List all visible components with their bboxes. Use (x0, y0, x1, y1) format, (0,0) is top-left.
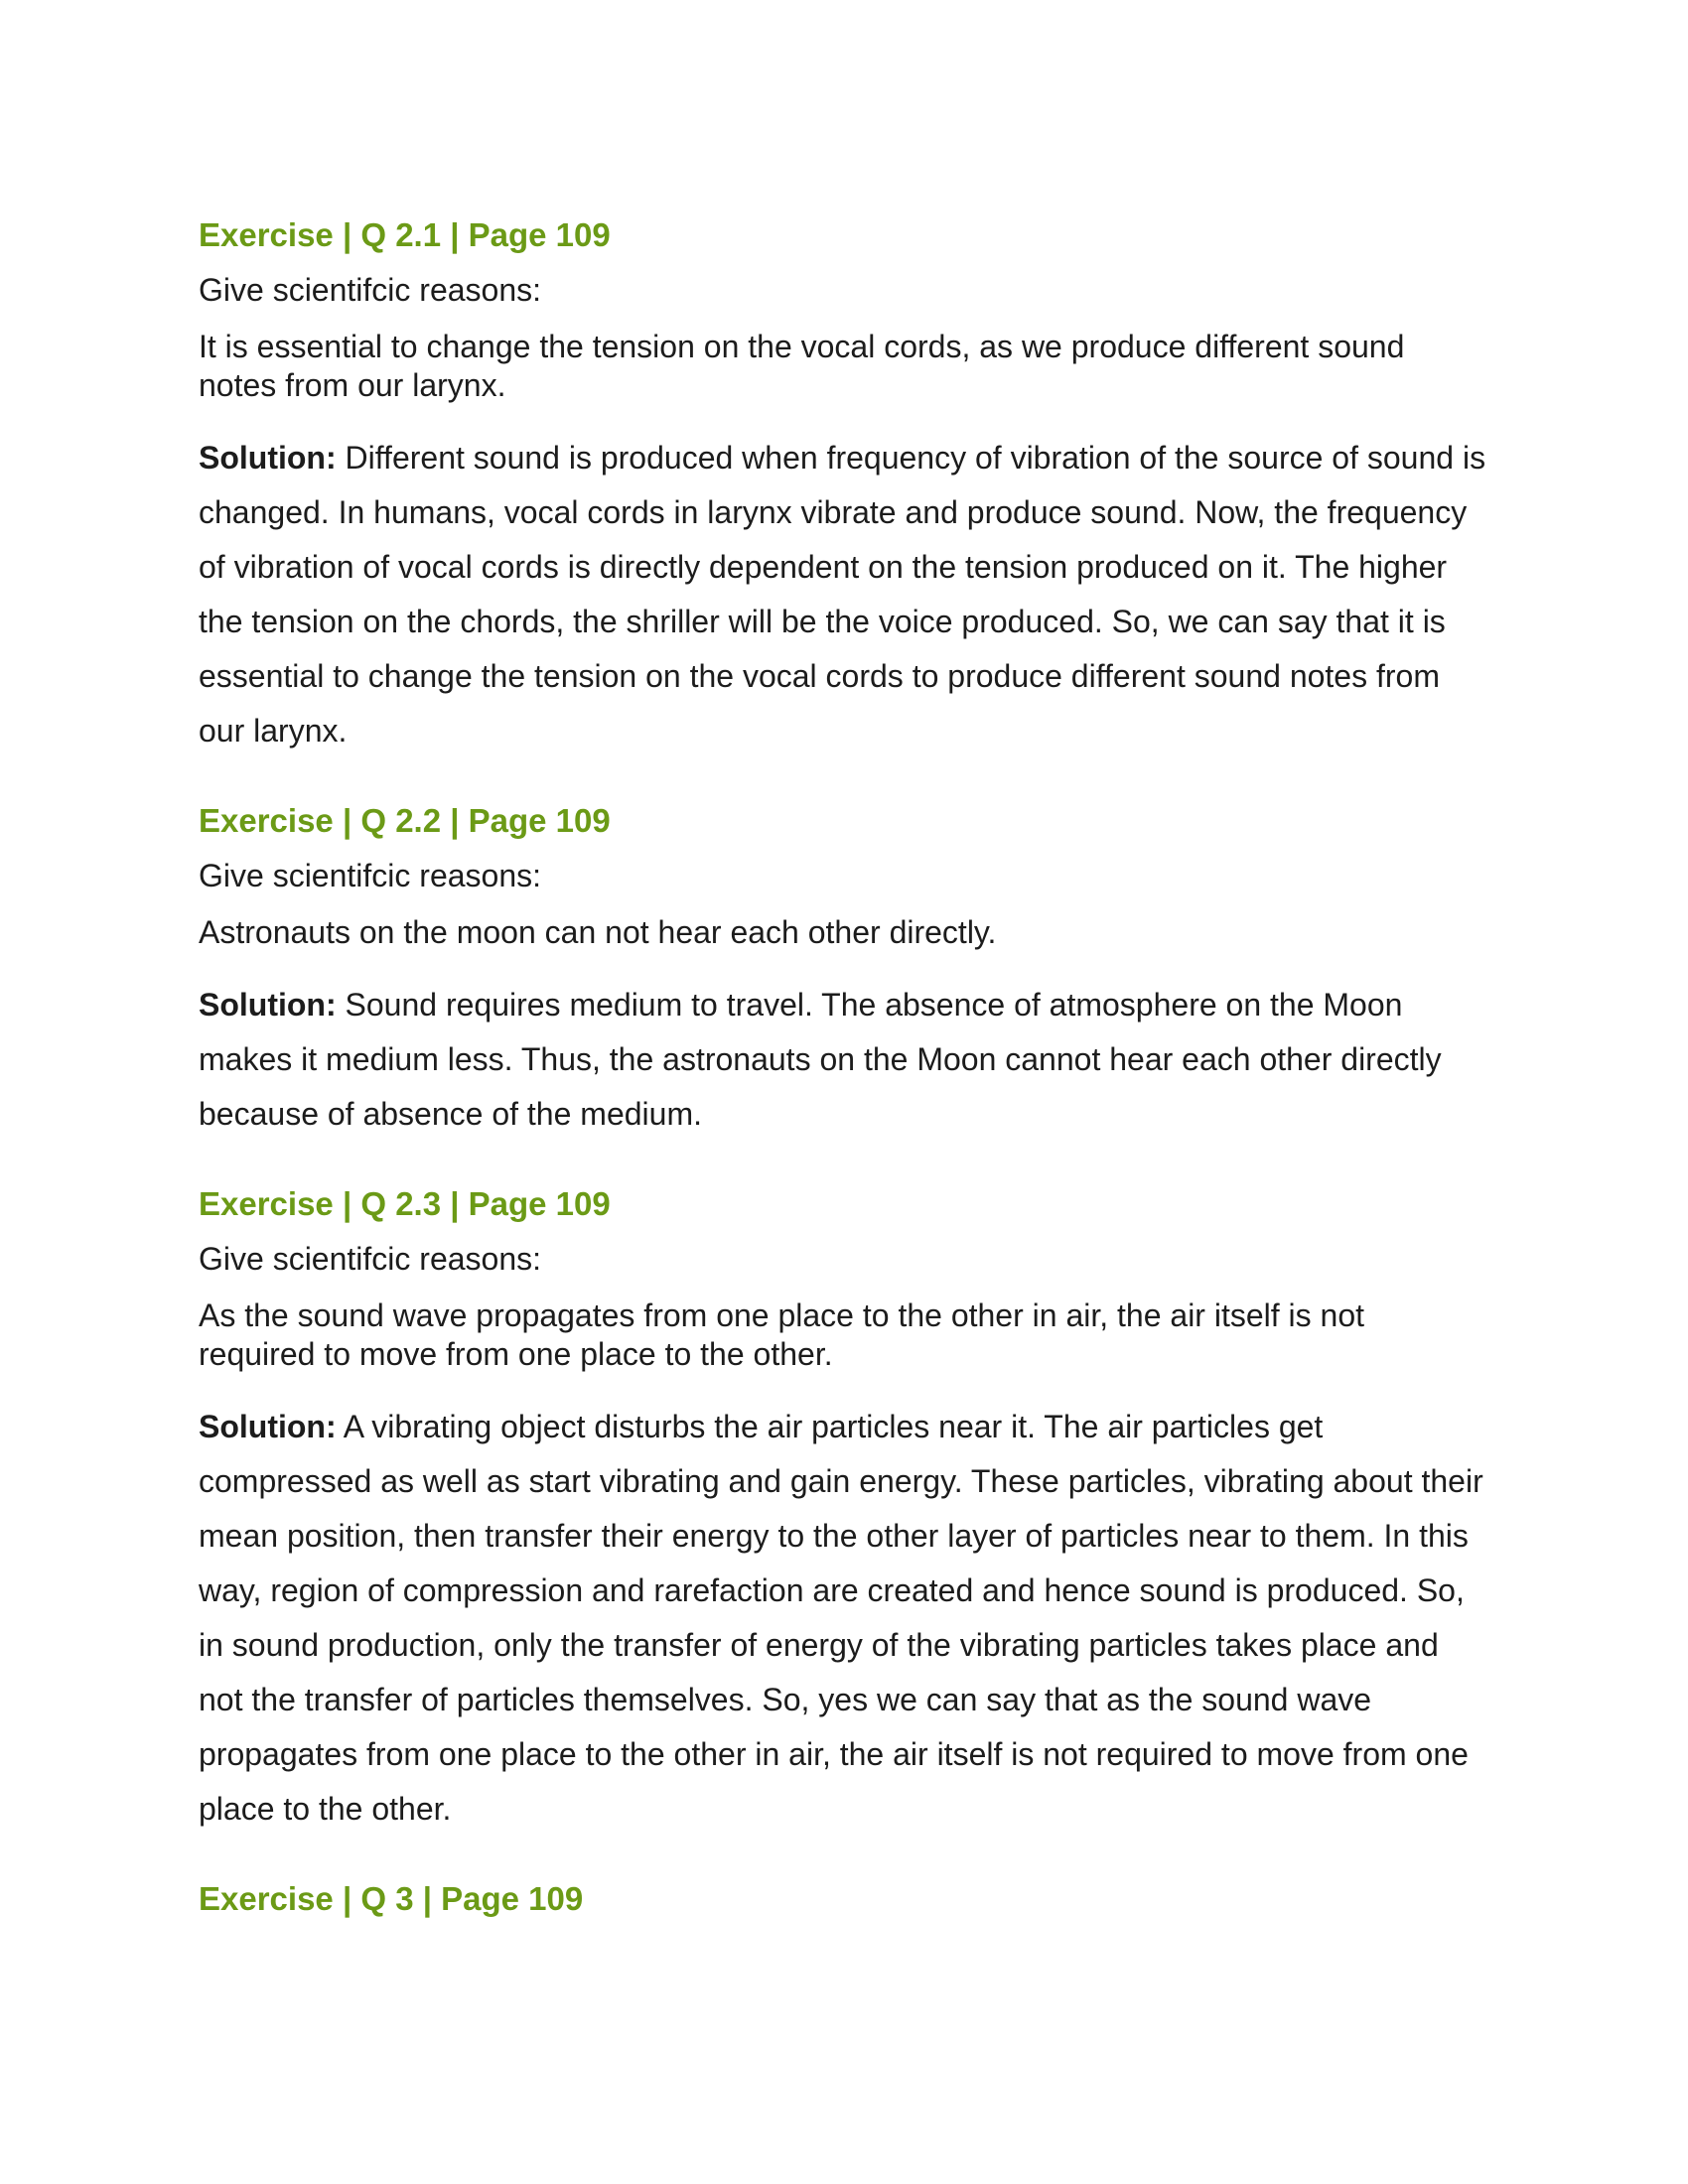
solution-label: Solution: (199, 987, 337, 1023)
exercise-prompt: Give scientifcic reasons: (199, 1241, 542, 1277)
exercise-solution (199, 1400, 1489, 1837)
solution-label: Solution: (199, 1409, 337, 1444)
exercise-question: Astronauts on the moon can not hear each other directly. (199, 914, 997, 950)
exercise-section (199, 1872, 583, 1926)
exercise-prompt: Give scientifcic reasons: (199, 272, 542, 308)
exercise-question: As the sound wave propagates from one place to the other in air, the air itself is not required to move from one place to the other. (199, 1297, 1365, 1372)
exercise-heading: Exercise | Q 2.3 | Page 109 (199, 1185, 611, 1222)
exercise-heading: Exercise | Q 2.2 | Page 109 (199, 802, 611, 839)
exercise-solution (199, 978, 1489, 1142)
solution-label: Solution: (199, 440, 337, 476)
exercise-section (199, 794, 1489, 1142)
exercise-solution (199, 431, 1489, 758)
exercise-section (199, 208, 1489, 758)
exercise-prompt: Give scientifcic reasons: (199, 858, 542, 893)
exercise-section (199, 1177, 1489, 1837)
solution-text: Sound requires medium to travel. The absence of atmosphere on the Moon makes it medium less. Thus, the astronauts on the Moon cannot hear each other directly because of absence of the medium. (199, 987, 1442, 1132)
solution-text: Different sound is produced when frequency of vibration of the source of sound is changed. In humans, vocal cords in larynx vibrate and produce sound. Now, the frequency of vibration of vocal cords is directly dependent on the tension produced on it. The higher the tension on the chords, the shriller will be the voice produced. So, we can say that it is essential to change the tension on the vocal cords to produce different sound notes from our larynx. (199, 440, 1486, 749)
exercise-question: It is essential to change the tension on the vocal cords, as we produce different sound notes from our larynx. (199, 329, 1405, 403)
exercise-heading: Exercise | Q 2.1 | Page 109 (199, 216, 611, 253)
exercise-heading: Exercise | Q 3 | Page 109 (199, 1880, 584, 1917)
solution-text: A vibrating object disturbs the air particles near it. The air particles get compressed as well as start vibrating and gain energy. These particles, vibrating about their mean position, then transfer their energy to the other layer of particles near to them. In this way, region of compression and rarefaction are created and hence sound is produced. So, in sound production, only the transfer of energy of the vibrating particles takes place and not the transfer of particles themselves. So, yes we can say that as the sound wave propagates from one place to the other in air, the air itself is not required to move from one place to the other. (199, 1409, 1483, 1827)
